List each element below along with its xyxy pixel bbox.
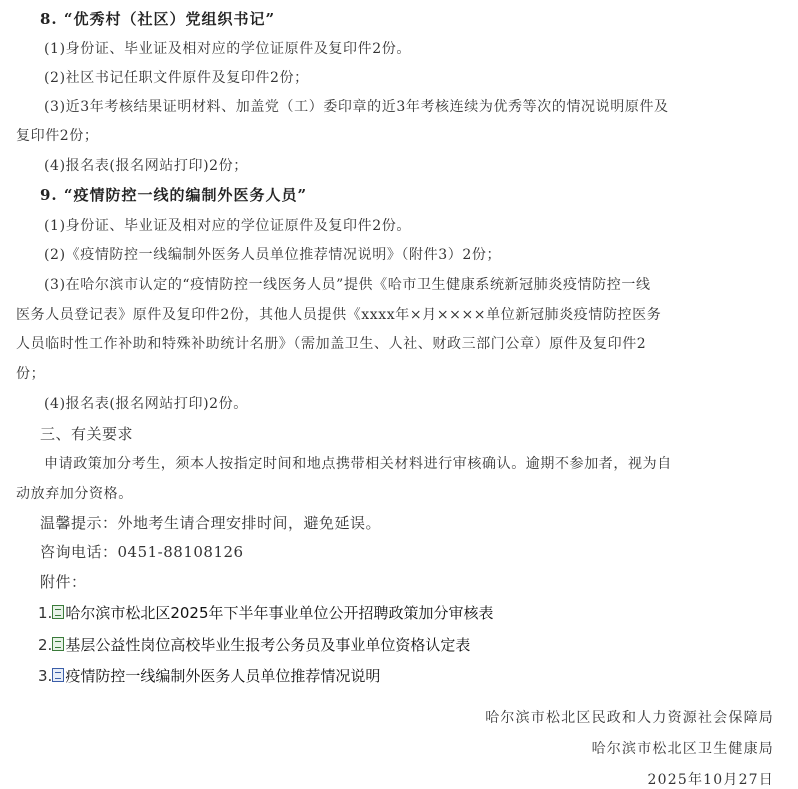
section9-item-3-cont-2: 人员临时性工作补助和特殊补助统计名册》（需加盖卫生、人社、财政三部门公章）原件及复印件2 [16,336,647,352]
phone-text: 咨询电话：0451-88108126 [40,543,244,561]
signature-date: 2025年10月27日 [647,772,774,788]
attachment-link-3[interactable] [38,666,380,686]
section8-item-3-cont: 复印件2份； [16,128,99,144]
section8-item-3: (3)近3年考核结果证明材料、加盖党（工）委印章的近3年考核连续为优秀等次的情况说明原件及 [44,99,669,115]
tip-text: 温馨提示：外地考生请合理安排时间，避免延误。 [40,514,382,532]
section9-item-3-cont-1: 医务人员登记表》原件及复印件2份，其他人员提供《xxxx年×月××××单位新冠肺炎疫情防控医务 [16,307,662,323]
section9-item-3-cont-3: 份； [16,366,46,382]
signature-org-2: 哈尔滨市松北区卫生健康局 [591,741,774,757]
excel-file-icon [52,605,64,619]
attachment-title[interactable]: 基层公益性岗位高校毕业生报考公务员及事业单位资格认定表 [65,636,471,654]
section8-item-2: (2)社区书记任职文件原件及复印件2份； [44,70,309,86]
attachments-label: 附件： [40,573,87,591]
attachment-link-2[interactable] [38,635,470,655]
section9-item-1: (1)身份证、毕业证及相对应的学位证原件及复印件2份。 [44,218,411,234]
section9-item-2: (2)《疫情防控一线编制外医务人员单位推荐情况说明》（附件3）2份； [44,247,502,263]
attachment-link-1[interactable] [38,603,494,623]
attachment-title[interactable]: 哈尔滨市松北区2025年下半年事业单位公开招聘政策加分审核表 [65,604,494,622]
word-file-icon [52,668,64,682]
signature-org-1: 哈尔滨市松北区民政和人力资源社会保障局 [485,710,774,726]
attachment-number: 1. [38,604,53,622]
section8-item-1: (1)身份证、毕业证及相对应的学位证原件及复印件2份。 [44,41,411,57]
attachment-number: 3. [38,667,53,685]
attachment-title[interactable]: 疫情防控一线编制外医务人员单位推荐情况说明 [65,667,381,685]
section8-item-4: (4)报名表(报名网站打印)2份； [44,158,248,174]
section8-heading: 8. “优秀村（社区）党组织书记” [40,10,276,28]
requirements-paragraph-line2: 动放弃加分资格。 [16,486,133,502]
requirements-paragraph-line1: 申请政策加分考生，须本人按指定时间和地点携带相关材料进行审核确认。逾期不参加者，视为自 [44,456,672,472]
section9-heading: 9. “疫情防控一线的编制外医务人员” [40,186,308,204]
requirements-heading: 三、有关要求 [40,425,134,443]
excel-file-icon [52,637,64,651]
section9-item-4: (4)报名表(报名网站打印)2份。 [44,396,248,412]
attachment-number: 2. [38,636,53,654]
section9-item-3: (3)在哈尔滨市认定的“疫情防控一线医务人员”提供《哈市卫生健康系统新冠肺炎疫情防控一线 [44,277,651,293]
